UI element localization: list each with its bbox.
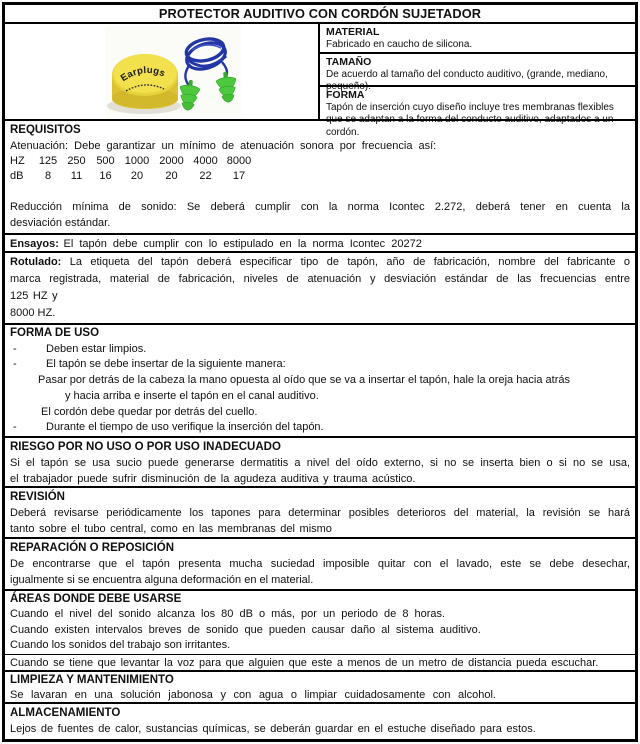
- section-reparacion: [5, 537, 635, 589]
- forma-text: Tapón de inserción cuyo diseño incluye tres membranas flexibles que se adaptan a la forma del conducto auditivo, adaptados a un cordón.: [326, 101, 614, 138]
- hz-value: 125: [38, 155, 58, 167]
- uso-item: [10, 357, 630, 373]
- section-forma-de-uso: [5, 323, 635, 436]
- uso-subline: y hacia arriba e inserte el tapón en el canal auditivo.: [65, 389, 319, 402]
- hz-label: HZ: [10, 155, 25, 167]
- ensayos-label: Ensayos:: [10, 238, 59, 250]
- row-divider: [5, 654, 635, 655]
- uso-item-text: Durante el tiempo de uso verifique la inserción del tapón.: [46, 421, 324, 434]
- tamano-label: TAMAÑO: [326, 55, 372, 68]
- freq-table-hz-row: [10, 154, 630, 169]
- areas-line3: Cuando los sonidos del trabajo son irritantes.: [10, 638, 231, 651]
- uso-item: [10, 342, 630, 358]
- db-value: 16: [99, 170, 112, 182]
- section-requisitos: [5, 119, 635, 233]
- riesgo-heading: RIESGO POR NO USO O POR USO INADECUADO: [10, 441, 281, 453]
- uso-subline: Pasar por detrás de la cabeza la mano opuesta al oído que se va a insertar el tapón, hale la oreja hacia atrás: [38, 374, 571, 387]
- areas-line1: Cuando el nivel del sonido alcanza los 80 dB o más, por un periodo de 8 horas.: [10, 608, 446, 621]
- rotulado-line2: marca registrada, material de fabricación, niveles de atenuación y desviación estándar de las frecuencias entre: [10, 273, 630, 285]
- uso-item-text: Deben estar limpios.: [46, 342, 147, 355]
- section-revision: [5, 486, 635, 537]
- atenuacion-line: Atenuación: Debe garantizar un mínimo de atenuación sonora por frecuencia así:: [10, 140, 437, 152]
- product-info-column: [318, 24, 635, 138]
- hz-value: 500: [96, 155, 115, 167]
- rotulado-line4: 8000 HZ.: [10, 307, 56, 319]
- db-value: 8: [44, 170, 52, 182]
- riesgo-line1: Si el tapón se usa sucio puede generarse dermatitis a nivel del oído externo, si no se inserta bien o si no se usa,: [10, 457, 630, 469]
- db-label: dB: [10, 170, 24, 182]
- reparacion-line2: igualmente si se encuentra alguna deformación en el material.: [10, 574, 314, 586]
- spec-sheet: [2, 2, 638, 742]
- limpieza-line1: Se lavaran en una solución jabonosa y con agua o limpiar cuidadosamente con alcohol.: [10, 688, 496, 701]
- section-limpieza: [5, 670, 635, 702]
- limpieza-heading: LIMPIEZA Y MANTENIMIENTO: [10, 674, 174, 686]
- hz-value: 4000: [193, 155, 218, 167]
- almacenamiento-heading: ALMACENAMIENTO: [10, 707, 121, 719]
- db-value: 11: [70, 170, 83, 182]
- dash-bullet: -: [13, 421, 17, 434]
- rotulado-line1: [10, 254, 630, 271]
- section-almacenamiento: [5, 702, 635, 739]
- section-areas: [5, 589, 635, 670]
- ensayos-text: El tapón debe cumplir con lo estipulado en la norma Icontec 20272: [63, 238, 422, 250]
- requisitos-heading: REQUISITOS: [10, 124, 81, 136]
- hz-value: 250: [67, 155, 86, 167]
- reparacion-heading: REPARACIÓN O REPOSICIÓN: [10, 542, 174, 554]
- forma-de-uso-heading: FORMA DE USO: [10, 327, 100, 339]
- case-brand-text: Earplugs: [118, 64, 167, 85]
- rotulado-label: Rotulado:: [10, 256, 62, 268]
- earplugs-photo-illustration: [105, 26, 241, 118]
- areas-heading: ÁREAS DONDE DEBE USARSE: [10, 593, 182, 605]
- db-value: 20: [165, 170, 178, 182]
- almacenamiento-line1: Lejos de fuentes de calor, sustancias químicas, se deberán guardar en el estuche diseñado para estos.: [10, 723, 536, 735]
- revision-line2: tanto sobre el tubo central, como en las membranas del mismo: [10, 523, 332, 535]
- info-row-material: [320, 24, 635, 52]
- material-label: MATERIAL: [326, 26, 380, 38]
- db-value: 22: [199, 170, 212, 182]
- riesgo-line2: el trabajador puede sufrir disminución de la agudeza auditiva y trauma acústico.: [10, 473, 416, 485]
- revision-heading: REVISIÓN: [10, 491, 65, 503]
- section-riesgo: [5, 436, 635, 486]
- dash-bullet: -: [13, 342, 17, 355]
- section-ensayos: [5, 233, 635, 251]
- material-text: Fabricado en caucho de silicona.: [326, 39, 473, 50]
- freq-table-db-row: [10, 169, 630, 184]
- uso-item-text: El tapón se debe insertar de la siguiente manera:: [46, 358, 286, 371]
- reduccion-line1: Reducción mínima de sonido: Se deberá cumplir con la norma Icontec 2.272, deberá tener en cuenta la: [10, 201, 630, 213]
- db-value: 20: [130, 170, 144, 182]
- section-rotulado: [5, 251, 635, 323]
- tamano-text: De acuerdo al tamaño del conducto auditivo, (grande, mediano, pequeño).: [326, 68, 608, 92]
- hz-value: 2000: [159, 155, 184, 167]
- uso-item: [10, 420, 630, 436]
- ensayos-line: [10, 236, 630, 251]
- info-row-tamano: [320, 52, 635, 92]
- hz-value: 8000: [226, 155, 252, 167]
- page-title: PROTECTOR AUDITIVO CON CORDÓN SUJETADOR: [158, 6, 482, 21]
- dash-bullet: -: [13, 358, 17, 371]
- hz-value: 1000: [124, 155, 150, 167]
- db-value: 17: [232, 170, 246, 182]
- reduccion-line2: desviación estándar.: [10, 217, 111, 229]
- product-photo: [5, 24, 318, 119]
- reparacion-line1: De encontrarse que el tapón presenta mucha suciedad imposible quitar con el lavado, este se debe desechar,: [10, 558, 630, 570]
- earplugs-case: [112, 54, 178, 109]
- revision-line1: Deberá revisarse periódicamente los tapones para determinar posibles deterioros del material, la revisión se hará: [10, 507, 630, 519]
- rotulado-line3: 125 HZ y: [10, 290, 58, 302]
- rotulado-line1-text: La etiqueta del tapón deberá especificar tipo de tapón, año de fabricación, nombre del fabricante o: [69, 256, 630, 268]
- areas-line4: Cuando se tiene que levantar la voz para que alguien que este a menos de un metro de distancia pueda escuchar.: [10, 657, 599, 670]
- uso-subline: El cordón debe quedar por detrás del cuello.: [41, 405, 258, 418]
- areas-line2: Cuando existen intervalos breves de sonido que pueden causar daño al sistema auditivo.: [10, 623, 481, 636]
- forma-label: FORMA: [326, 88, 365, 101]
